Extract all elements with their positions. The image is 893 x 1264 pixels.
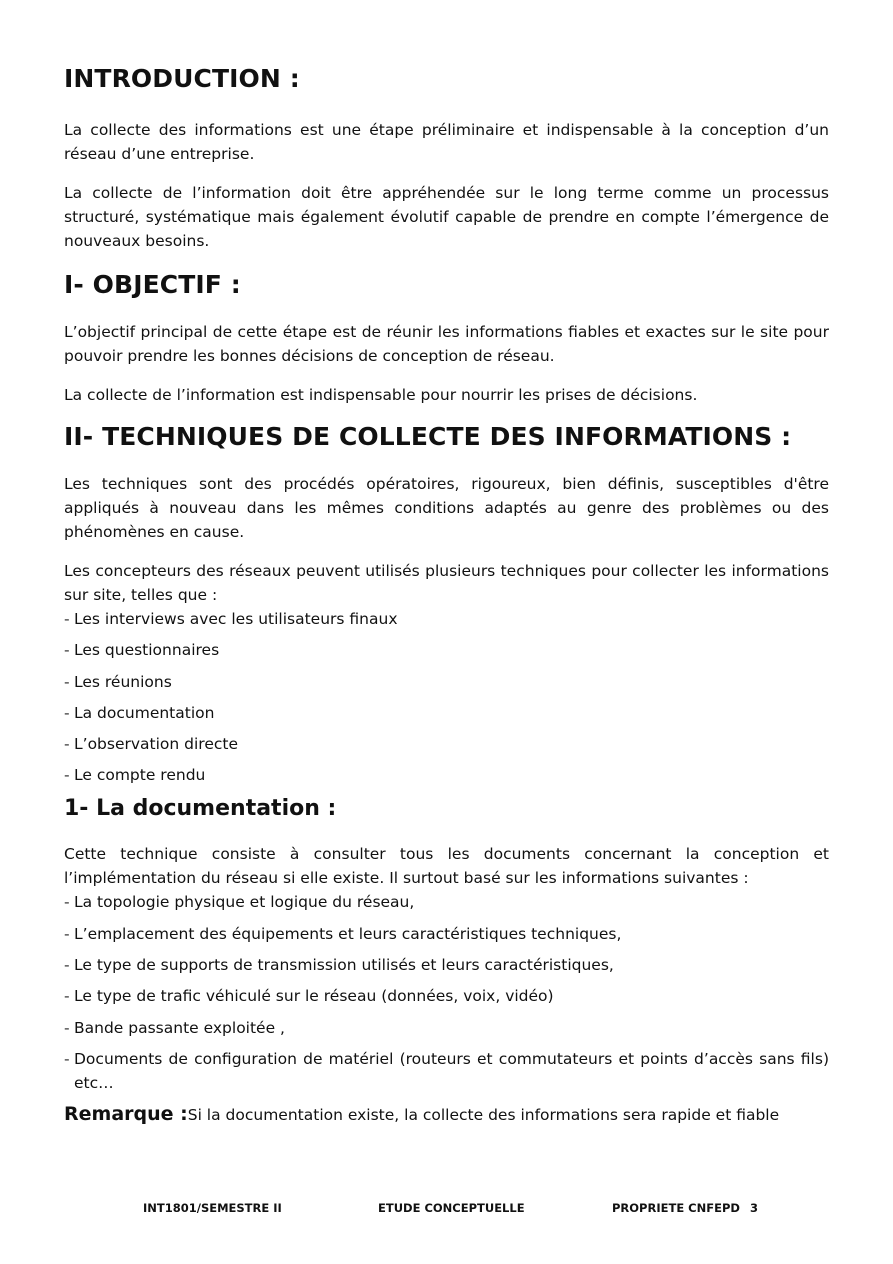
heading-techniques: II- TECHNIQUES DE COLLECTE DES INFORMATIONS : (64, 422, 792, 451)
list-item: - Le compte rendu (64, 763, 829, 787)
heading-objectif: I- OBJECTIF : (64, 270, 241, 299)
list-item: - Documents de configuration de matériel (routeurs et commutateurs et points d’accès sans fils) etc… (64, 1047, 829, 1095)
list-item: - La documentation (64, 701, 829, 725)
techniques-list (64, 607, 829, 787)
list-item: - Les questionnaires (64, 638, 829, 662)
list-item: - Les réunions (64, 670, 829, 694)
footer-subject: ETUDE CONCEPTUELLE (378, 1201, 525, 1215)
list-item: - Les interviews avec les utilisateurs finaux (64, 607, 829, 631)
heading-documentation: 1- La documentation : (64, 796, 337, 822)
objectif-paragraph-2: La collecte de l’information est indispensable pour nourrir les prises de décisions. (64, 386, 698, 404)
page-footer (0, 1201, 893, 1219)
objectif-paragraph-1: L’objectif principal de cette étape est de réunir les informations fiables et exactes sur le site pour pouvoir prendre les bonnes décisions de conception de réseau. (64, 323, 829, 365)
remarque-label: Remarque : (64, 1103, 188, 1126)
list-item: - Le type de trafic véhiculé sur le réseau (données, voix, vidéo) (64, 984, 829, 1008)
document-page (64, 58, 829, 1128)
intro-paragraph-2: La collecte de l’information doit être appréhendée sur le long terme comme un processus structuré, systématique mais également évolutif capable de prendre en compte l’émergence de nouveaux besoins. (64, 184, 829, 250)
remarque-note (64, 1101, 829, 1128)
footer-page-number: 3 (750, 1201, 759, 1215)
list-item: - Le type de supports de transmission utilisés et leurs caractéristiques, (64, 953, 829, 977)
list-item: - L’observation directe (64, 732, 829, 756)
footer-owner: PROPRIETE CNFEPD (612, 1201, 740, 1215)
documentation-list (64, 890, 829, 1094)
intro-paragraph-1: La collecte des informations est une étape préliminaire et indispensable à la conception d’un réseau d’une entreprise. (64, 121, 829, 163)
techniques-paragraph-1: Les techniques sont des procédés opératoires, rigoureux, bien définis, susceptibles d'être appliqués à nouveau dans les mêmes conditions adaptés au genre des problèmes ou des phénomènes en cause. (64, 475, 829, 541)
heading-introduction: INTRODUCTION : (64, 64, 300, 93)
documentation-paragraph-1: Cette technique consiste à consulter tous les documents concernant la conception et l’implémentation du réseau si elle existe. Il surtout basé sur les informations suivantes : (64, 845, 829, 888)
list-item: - La topologie physique et logique du réseau, (64, 890, 829, 914)
list-item: - Bande passante exploitée , (64, 1016, 829, 1040)
remarque-text: Si la documentation existe, la collecte des informations sera rapide et fiable (187, 1106, 780, 1125)
techniques-paragraph-2: Les concepteurs des réseaux peuvent utilisés plusieurs techniques pour collecter les informations sur site, telles que : (64, 562, 829, 604)
list-item: - L’emplacement des équipements et leurs caractéristiques techniques, (64, 922, 829, 946)
footer-course: INT1801/SEMESTRE II (143, 1201, 282, 1215)
